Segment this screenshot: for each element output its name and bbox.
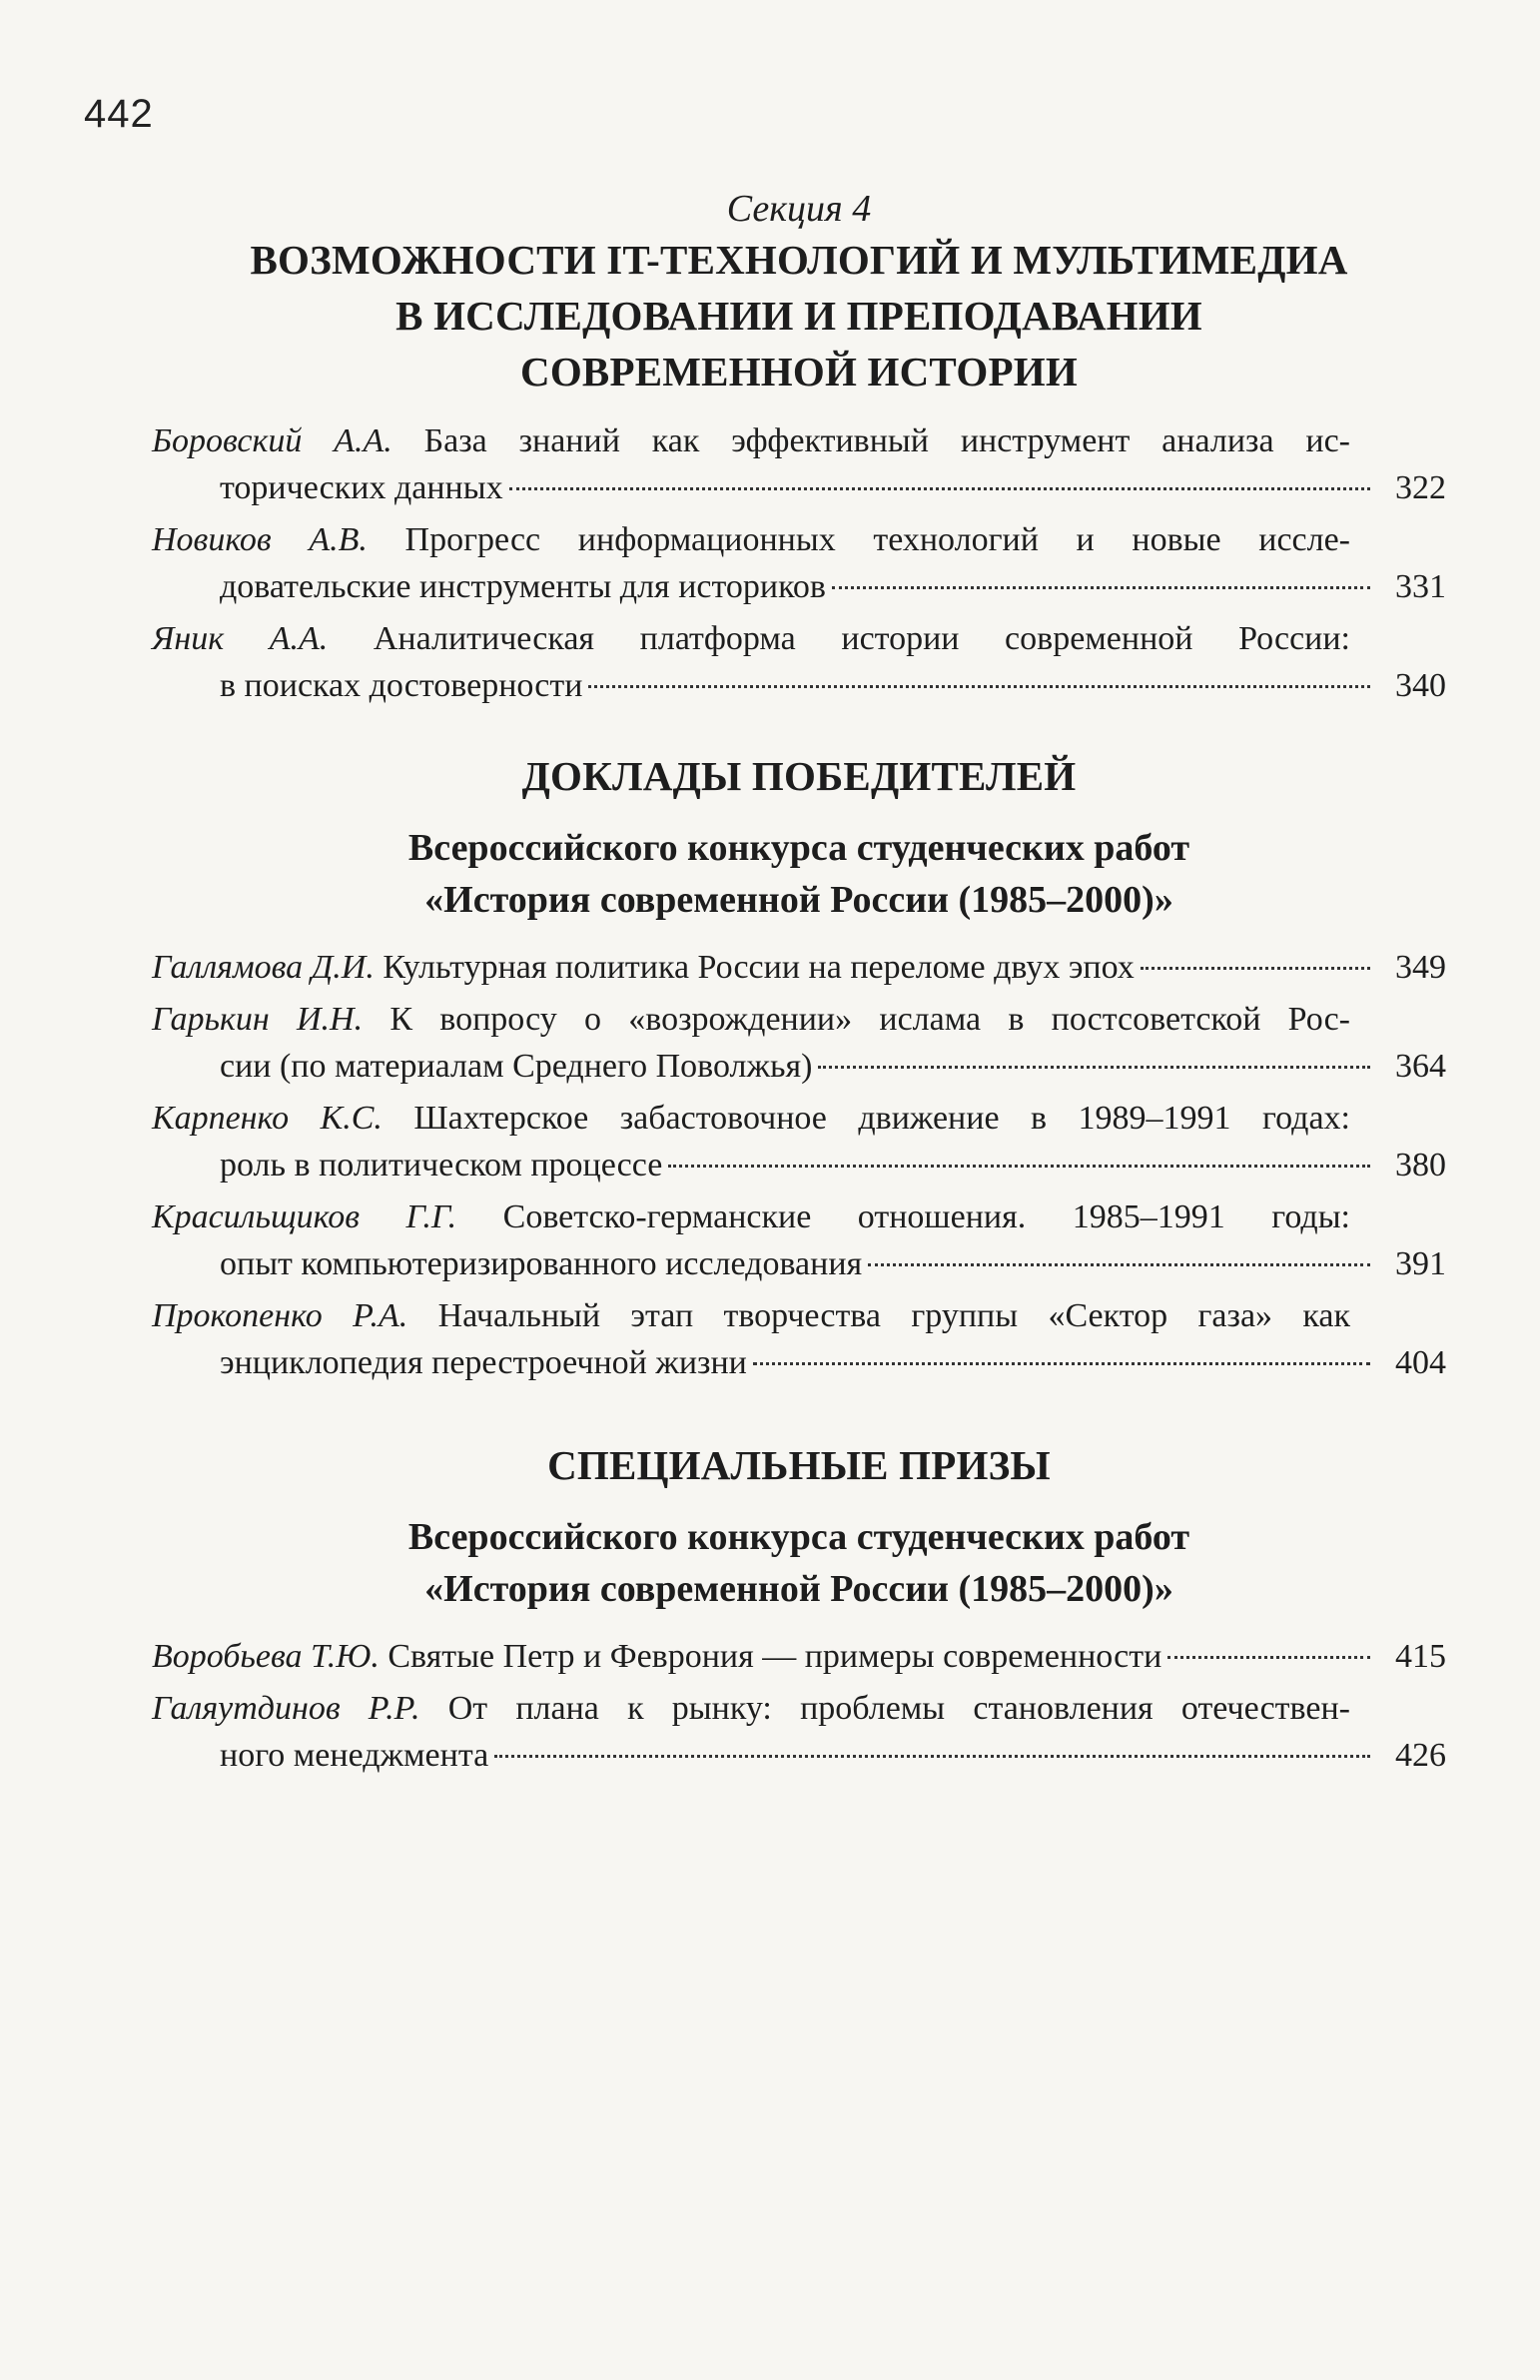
entry-page: 340: [1395, 667, 1446, 704]
entry-page: 391: [1395, 1245, 1446, 1282]
toc-entry[interactable]: [152, 1685, 1446, 1779]
page-number: 442: [84, 92, 154, 136]
toc-entry[interactable]: [152, 944, 1446, 991]
entry-author: Галяутдинов Р.Р.: [152, 1690, 420, 1727]
entry-title: База знаний как эффективный инструмент анализа ис-: [423, 422, 1351, 459]
section-label: Секция 4: [726, 188, 872, 230]
entry-title-continued: опыт компьютеризированного исследования: [220, 1245, 863, 1282]
toc-entry[interactable]: [152, 1193, 1446, 1287]
special-title: СПЕЦИАЛЬНЫЕ ПРИЗЫ: [547, 1442, 1051, 1488]
entry-author: Прокопенко Р.А.: [152, 1297, 408, 1334]
dot-leader: [832, 586, 1370, 589]
entry-page: 426: [1395, 1737, 1446, 1774]
entry-page: 349: [1395, 949, 1446, 986]
entry-author: Красильщиков Г.Г.: [152, 1198, 457, 1235]
entry-page: 380: [1395, 1147, 1446, 1184]
toc-entry[interactable]: [152, 1292, 1446, 1386]
entry-title: Шахтерское забастовочное движение в 1989–1991 годах:: [413, 1100, 1350, 1137]
entry-title: Советско-германские отношения. 1985–1991 годы:: [502, 1198, 1350, 1235]
entry-author: Галлямова Д.И.: [152, 949, 375, 986]
entry-author: Боровский А.А.: [152, 422, 392, 459]
section-title-line: ВОЗМОЖНОСТИ IT-ТЕХНОЛОГИЙ И МУЛЬТИМЕДИА: [250, 237, 1348, 283]
dot-leader: [1141, 967, 1370, 970]
entry-title-continued: довательские инструменты для историков: [220, 568, 826, 605]
entry-page: 415: [1395, 1638, 1446, 1675]
special-subtitle-line: «История современной России (1985–2000)»: [424, 1568, 1173, 1610]
entry-title: Аналитическая платформа истории современной России:: [373, 620, 1350, 657]
entry-title: От плана к рынку: проблемы становления отечествен-: [447, 1690, 1350, 1727]
entry-author: Карпенко К.С.: [152, 1100, 383, 1137]
dot-leader: [509, 487, 1370, 490]
toc-entry[interactable]: [152, 996, 1446, 1090]
entry-page: 322: [1395, 469, 1446, 506]
dot-leader: [588, 685, 1370, 688]
entry-title-continued: в поисках достоверности: [220, 667, 583, 704]
entry-author: Новиков А.В.: [152, 521, 368, 558]
entry-title: Начальный этап творчества группы «Сектор газа» как: [437, 1297, 1351, 1334]
dot-leader: [494, 1755, 1370, 1758]
dot-leader: [753, 1362, 1370, 1365]
toc-entry[interactable]: [152, 417, 1446, 511]
entry-title: Культурная политика России на переломе двух эпох: [383, 949, 1135, 986]
section-title-line: В ИССЛЕДОВАНИИ И ПРЕПОДАВАНИИ: [395, 293, 1202, 339]
dot-leader: [868, 1263, 1370, 1266]
entry-page: 364: [1395, 1048, 1446, 1085]
entry-title-continued: ного менеджмента: [220, 1737, 489, 1774]
entry-page: 404: [1395, 1344, 1446, 1381]
winners-title: ДОКЛАДЫ ПОБЕДИТЕЛЕЙ: [521, 753, 1077, 799]
dot-leader: [668, 1165, 1370, 1168]
toc-content: [152, 186, 1446, 1784]
winners-subtitle-line: «История современной России (1985–2000)»: [424, 879, 1173, 921]
dot-leader: [1167, 1656, 1370, 1659]
entry-author: Гарькин И.Н.: [152, 1001, 364, 1038]
entry-author: Яник А.А.: [152, 620, 329, 657]
entry-title-continued: роль в политическом процессе: [220, 1147, 663, 1184]
entry-title-continued: сии (по материалам Среднего Поволжья): [220, 1048, 813, 1085]
entry-author: Воробьева Т.Ю.: [152, 1638, 380, 1675]
section-title-line: СОВРЕМЕННОЙ ИСТОРИИ: [520, 349, 1078, 395]
entry-title: К вопросу о «возрождении» ислама в постсоветской Рос-: [389, 1001, 1350, 1038]
toc-entry[interactable]: [152, 516, 1446, 610]
entry-page: 331: [1395, 568, 1446, 605]
toc-entry[interactable]: [152, 1633, 1446, 1680]
toc-entry[interactable]: [152, 1095, 1446, 1189]
entry-title-continued: энциклопедия перестроечной жизни: [220, 1344, 747, 1381]
winners-subtitle-line: Всероссийского конкурса студенческих работ: [407, 827, 1190, 869]
special-subtitle-line: Всероссийского конкурса студенческих работ: [407, 1516, 1190, 1558]
entry-title: Прогресс информационных технологий и новые иссле-: [404, 521, 1351, 558]
entry-title-continued: торических данных: [220, 469, 503, 506]
toc-entry[interactable]: [152, 615, 1446, 709]
dot-leader: [818, 1066, 1370, 1069]
entry-title: Святые Петр и Феврония — примеры современности: [387, 1638, 1162, 1675]
